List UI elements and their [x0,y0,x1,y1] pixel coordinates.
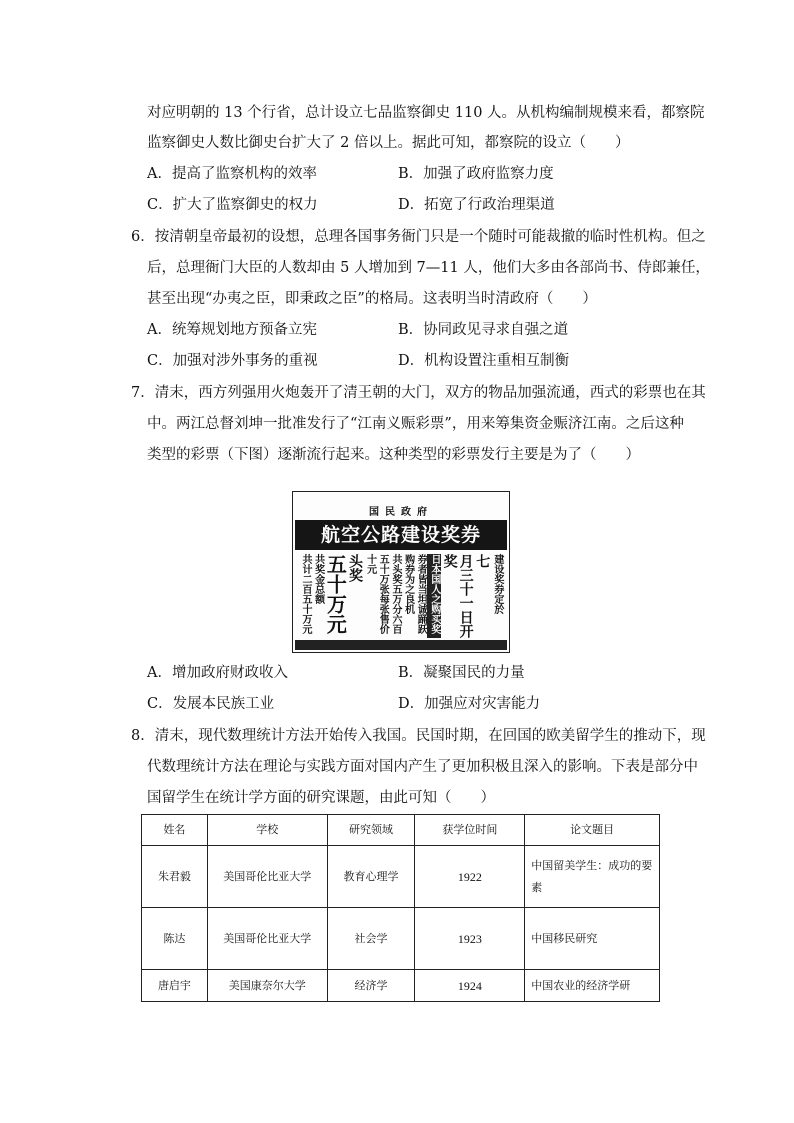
cell-name: 唐启宇 [142,970,208,1002]
q6-line-3: 甚至出现“办夷之臣，即秉政之臣”的格局。这表明当时清政府（ ） [147,291,597,307]
q7-option-d[interactable]: D．加强应对灾害能力 [398,696,541,712]
ticket-col-13: 共计二百五十万元 [300,554,311,634]
ticket-col-6: 购券为之良机 [402,554,414,614]
q6-line-2: 后，总理衙门大臣的人数却由 5 人增加到 7—11 人，他们大多由各部尚书、侍郎兼任， [147,260,710,276]
lottery-ticket-image [292,491,510,653]
q5-option-c[interactable]: C．扩大了监察御史的权力 [147,197,318,213]
q5-line-1: 对应明朝的 13 个行省，总计设立七品监察御史 110 人。从机构编制规模来看，都察院 [147,105,705,121]
q6-option-a[interactable]: A．统筹规划地方预备立宪 [147,322,317,338]
header-thesis: 论文题目 [525,815,660,846]
q5-option-b[interactable]: B．加强了政府监察力度 [398,166,554,182]
ticket-col-10: 头奖 [346,554,363,582]
q6-option-c[interactable]: C．加强对涉外事务的重视 [147,353,318,369]
ticket-col-1: 建设奖券定於 [491,554,503,614]
q8-line-2: 代数理统计方法在理论与实践方面对国内产生了更加积极且深入的影响。下表是部分中 [147,759,698,775]
q6-option-d[interactable]: D．机构设置注重相互制衡 [398,353,570,369]
table-row [142,846,660,908]
q7-line-1: 7．清末，西方列强用火炮轰开了清王朝的大门，双方的物品加强流通，西式的彩票也在其 [131,385,706,401]
ticket-col-4: 日本国人之购买奖 [427,554,441,638]
q6-option-b[interactable]: B．协同政见寻求自强之道 [398,322,569,338]
ticket-top-strip [293,492,509,506]
header-school: 学校 [207,815,327,846]
ticket-col-11: 五十万元 [323,554,348,634]
cell-field: 教育心理学 [327,846,415,908]
cell-thesis: 中国移民研究 [525,908,660,970]
table-row [142,908,660,970]
ticket-col-3: 月三十一日开奖 [441,554,474,638]
q7-line-3: 类型的彩票（下图）逐渐流行起来。这种类型的彩票发行主要是为了（ ） [147,447,640,463]
q7-option-b[interactable]: B．凝聚国民的力量 [398,665,525,681]
cell-name: 陈达 [142,908,208,970]
q5-option-a[interactable]: A．提高了监察机构的效率 [147,166,317,182]
cell-year: 1922 [415,846,525,908]
q7-line-2: 中。两江总督刘坤一批准发行了“江南义赈彩票”，用来筹集资金赈济江南。之后这种 [147,416,684,432]
q8-line-3: 国留学生在统计学方面的研究课题，由此可知（ ） [147,790,495,806]
ticket-col-8: 五十万张每张售价 [377,554,389,634]
ticket-col-5: 券者皆当坦诚踊跃 [415,554,427,634]
table-header-row [142,815,660,846]
cell-thesis: 中国留美学生：成功的要素 [525,846,660,908]
ticket-col-9: 十元 [364,554,376,574]
cell-year: 1924 [415,970,525,1002]
ticket-col-12: 共奖金总额 [312,554,324,604]
cell-field: 经济学 [327,970,415,1002]
header-name: 姓名 [142,815,208,846]
cell-school: 美国康奈尔大学 [207,970,327,1002]
ticket-banner: 航空公路建设奖券 [295,520,507,550]
header-degree-year: 获学位时间 [415,815,525,846]
table-row [142,970,660,1002]
header-field: 研究领域 [327,815,415,846]
ticket-issuer: 国民政府 [369,507,433,518]
ticket-col-2: 七 [474,554,491,568]
q5-option-d[interactable]: D．拓宽了行政治理渠道 [398,197,555,213]
ticket-bottom-strip [295,640,507,650]
cell-name: 朱君毅 [142,846,208,908]
q7-option-a[interactable]: A．增加政府财政收入 [147,665,288,681]
cell-field: 社会学 [327,908,415,970]
q8-line-1: 8．清末，现代数理统计方法开始传入我国。民国时期，在回国的欧美留学生的推动下，现 [131,728,706,744]
cell-thesis: 中国农业的经济学研 [525,970,660,1002]
cell-school: 美国哥伦比亚大学 [207,908,327,970]
cell-year: 1923 [415,908,525,970]
cell-school: 美国哥伦比亚大学 [207,846,327,908]
q6-line-1: 6．按清朝皇帝最初的设想，总理各国事务衙门只是一个随时可能裁撤的临时性机构。但之 [131,229,706,245]
q7-option-c[interactable]: C．发展本民族工业 [147,696,275,712]
ticket-body [295,552,507,640]
research-table [141,814,660,1002]
ticket-col-7: 共头奖五万分六百 [389,554,401,634]
q5-line-2: 监察御史人数比御史台扩大了 2 倍以上。据此可知，都察院的设立（ ） [147,135,630,151]
